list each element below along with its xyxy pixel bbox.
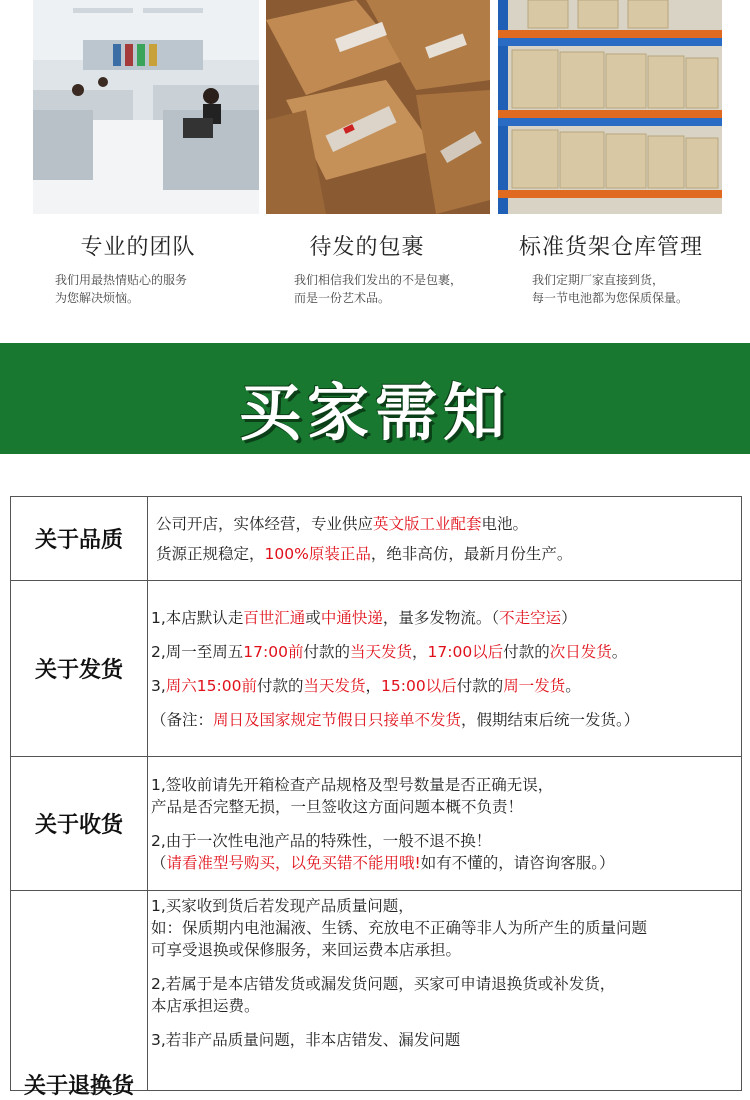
text-line: 2,若属于是本店错发货或漏发货问题，买家可申请退换货或补发货， xyxy=(151,975,616,993)
notice-table xyxy=(10,496,742,1099)
row-heading: 关于收货 xyxy=(11,757,148,891)
row-heading-text: 关于退换货 xyxy=(23,1074,134,1099)
text-line: （备注：周日及国家规定节假日只接单不发货，假期结束后统一发货。） xyxy=(151,710,640,729)
row-content xyxy=(148,891,742,1091)
feature-title: 专业的团队 xyxy=(80,235,196,260)
text-line: 1,签收前请先开箱检查产品规格及型号数量是否正确无误， xyxy=(151,775,554,794)
feature-desc-line: 而是一份艺术品。 xyxy=(294,291,391,305)
feature-desc-line: 我们相信我们发出的不是包裹， xyxy=(294,273,463,287)
row-content xyxy=(148,497,742,581)
feature-desc xyxy=(18,271,258,307)
notice-row-returns xyxy=(11,891,742,1091)
text-line: 3,周六15:00前付款的当天发货，15:00以后付款的周一发货。 xyxy=(151,676,581,695)
text-line: 2,由于一次性电池产品的特殊性，一般不退不换！ xyxy=(151,831,492,850)
feature-warehouse xyxy=(496,230,726,307)
text-line: 产品是否完整无损，一旦签收这方面问题本概不负责！ xyxy=(151,797,524,816)
feature-title: 标准货架仓库管理 xyxy=(518,235,703,260)
banner-title: 买家需知 xyxy=(238,376,511,449)
text-line: 2,周一至周五17:00前付款的当天发货，17:00以后付款的次日发货。 xyxy=(151,642,628,661)
text-line: 1,买家收到货后若发现产品质量问题， xyxy=(151,897,414,915)
feature-parcels xyxy=(247,230,487,307)
text-line: 1,本店默认走百世汇通或中通快递，量多发物流。（不走空运） xyxy=(151,608,577,627)
feature-desc-line: 每一节电池都为您保质保量。 xyxy=(532,291,689,305)
office-team-photo xyxy=(33,0,259,214)
notice-row-receiving xyxy=(11,757,742,891)
text-line: （请看准型号购买，以免买错不能用哦!如有不懂的，请咨询客服。） xyxy=(151,853,615,872)
text-line: 如：保质期内电池漏液、生锈、充放电不正确等非人为所产生的质量问题 xyxy=(151,919,648,937)
feature-team xyxy=(18,230,258,307)
feature-desc xyxy=(247,271,487,307)
row-content xyxy=(148,581,742,757)
buyer-notice-banner xyxy=(0,343,750,454)
text-line: 货源正规稳定，100%原装正品，绝非高仿，最新月份生产。 xyxy=(156,544,573,563)
row-content xyxy=(148,757,742,891)
feature-desc-line: 我们用最热情贴心的服务 xyxy=(55,273,188,287)
notice-row-shipping xyxy=(11,581,742,757)
feature-desc xyxy=(496,271,726,307)
warehouse-shelves-photo xyxy=(498,0,722,214)
parcels-photo xyxy=(266,0,490,214)
text-line: 公司开店，实体经营，专业供应英文版工业配套电池。 xyxy=(156,514,529,533)
feature-desc-line: 我们定期厂家直接到货， xyxy=(532,273,665,287)
text-line: 本店承担运费。 xyxy=(151,997,260,1015)
text-line: 可享受退换或保修服务，来回运费本店承担。 xyxy=(151,941,462,959)
text-line: 3,若非产品质量问题，非本店错发、漏发问题 xyxy=(151,1031,461,1049)
row-heading: 关于品质 xyxy=(11,497,148,581)
row-heading: 关于发货 xyxy=(11,581,148,757)
notice-row-quality xyxy=(11,497,742,581)
feature-desc-line: 为您解决烦恼。 xyxy=(55,291,140,305)
row-heading xyxy=(11,891,148,1099)
feature-title: 待发的包裹 xyxy=(309,235,425,260)
